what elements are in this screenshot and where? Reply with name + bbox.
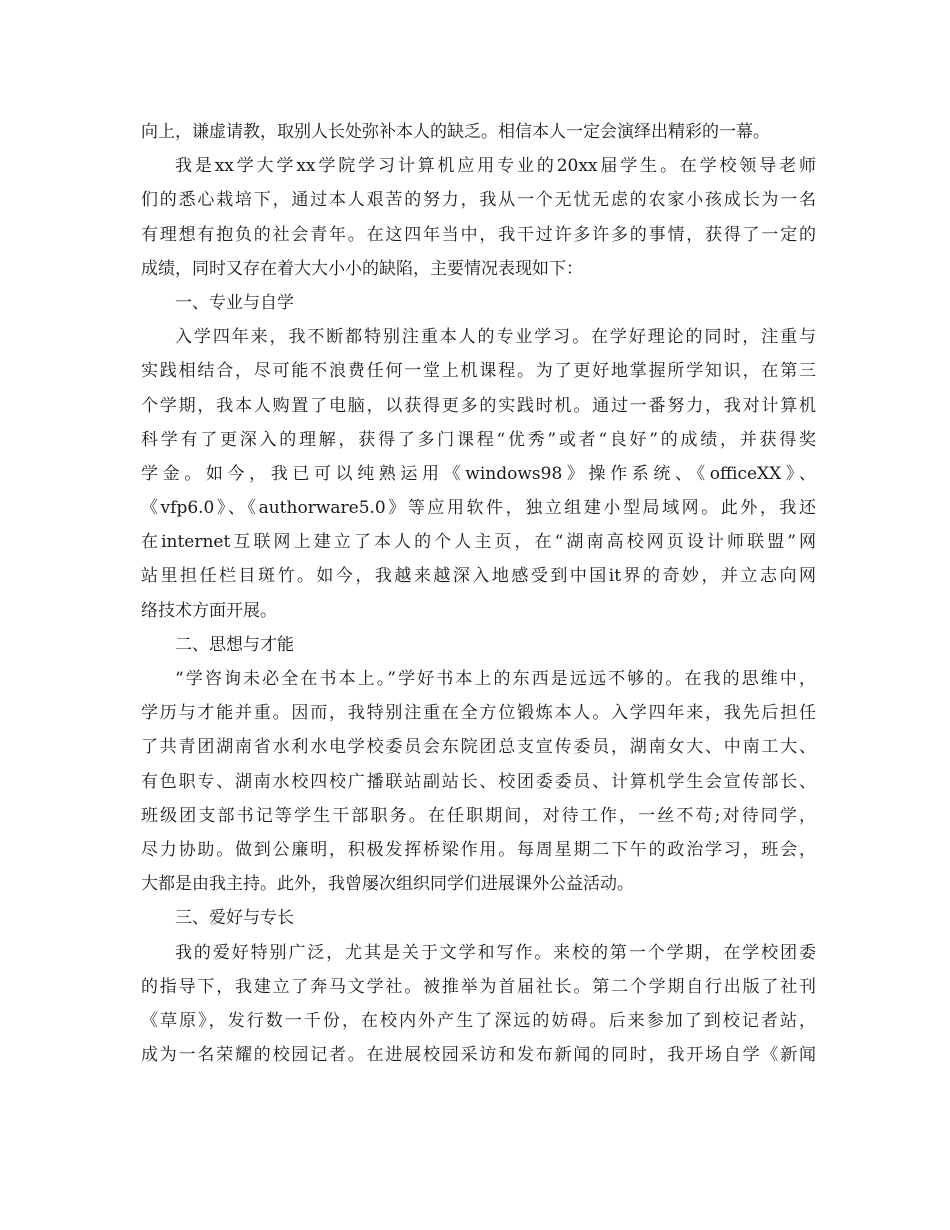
text-line: 有色职专、湖南水校四校广播联站副站长、校团委委员、计算机学生会宣传部长、	[141, 771, 816, 792]
document-body	[141, 115, 816, 1072]
text-line: 的指导下，我建立了奔马文学社。被推举为首届社长。第二个学期自行出版了社刊	[141, 976, 816, 997]
text-line: 成为一名荣耀的校园记者。在进展校园采访和发布新闻的同时，我开场自学《新闻	[141, 1045, 816, 1066]
text-line: 成绩，同时又存在着大大小小的缺陷，主要情况表现如下：	[141, 258, 583, 279]
text-line: 络技术方面开展。	[141, 600, 277, 621]
text-line: 《草原》，发行数一千份，在校内外产生了深远的妨碍。后来参加了到校记者站，	[141, 1010, 816, 1031]
section-heading: 三、爱好与专长	[175, 908, 294, 929]
text-line: 学历与才能并重。因而，我特别注重在全方位锻炼本人。入学四年来，我先后担任	[141, 703, 816, 724]
text-line: 实践相结合，尽可能不浪费任何一堂上机课程。为了更好地掌握所学知识，在第三	[141, 361, 816, 382]
text-line: 个学期，我本人购置了电脑，以获得更多的实践时机。通过一番努力，我对计算机	[141, 395, 816, 416]
text-line: 我的爱好特别广泛，尤其是关于文学和写作。来校的第一个学期，在学校团委	[175, 942, 816, 963]
text-line: 们的悉心栽培下，通过本人艰苦的努力，我从一个无忧无虑的农家小孩成长为一名	[141, 190, 816, 211]
text-line: 尽力协助。做到公廉明，积极发挥桥梁作用。每周星期二下午的政治学习，班会，	[141, 839, 816, 860]
text-line: 科学有了更深入的理解，获得了多门课程“优秀”或者“良好”的成绩，并获得奖	[141, 429, 816, 450]
text-line: 《vfp6.0》、《authorware5.0》等应用软件，独立组建小型局域网。此外，我还	[141, 498, 816, 519]
section-heading: 二、思想与才能	[175, 634, 294, 655]
text-line: 站里担任栏目斑竹。如今，我越来越深入地感受到中国it界的奇妙，并立志向网	[141, 566, 816, 587]
text-line: 向上，谦虚请教，取别人长处弥补本人的缺乏。相信本人一定会演绎出精彩的一幕。	[141, 122, 770, 142]
text-line: 我是xx学大学xx学院学习计算机应用专业的20xx届学生。在学校领导老师	[175, 156, 816, 177]
text-line: 学金。如今，我已可以纯熟运用《windows98》操作系统、《officeXX》、	[141, 463, 816, 484]
text-line: 了共青团湖南省水利水电学校委员会东院团总支宣传委员，湖南女大、中南工大、	[141, 737, 816, 758]
section-heading: 一、专业与自学	[175, 292, 294, 313]
text-line: 在internet互联网上建立了本人的个人主页，在“湖南高校网页设计师联盟”网	[141, 532, 816, 553]
text-line: 有理想有抱负的社会青年。在这四年当中，我干过许多许多的事情，获得了一定的	[141, 224, 816, 245]
text-line: 班级团支部书记等学生干部职务。在任职期间，对待工作，一丝不苟;对待同学，	[141, 805, 816, 826]
text-line: 入学四年来，我不断都特别注重本人的专业学习。在学好理论的同时，注重与	[175, 327, 816, 348]
text-line: 大都是由我主持。此外，我曾屡次组织同学们进展课外公益活动。	[141, 874, 634, 895]
text-line: “学咨询未必全在书本上。”学好书本上的东西是远远不够的。在我的思维中，	[175, 669, 816, 689]
